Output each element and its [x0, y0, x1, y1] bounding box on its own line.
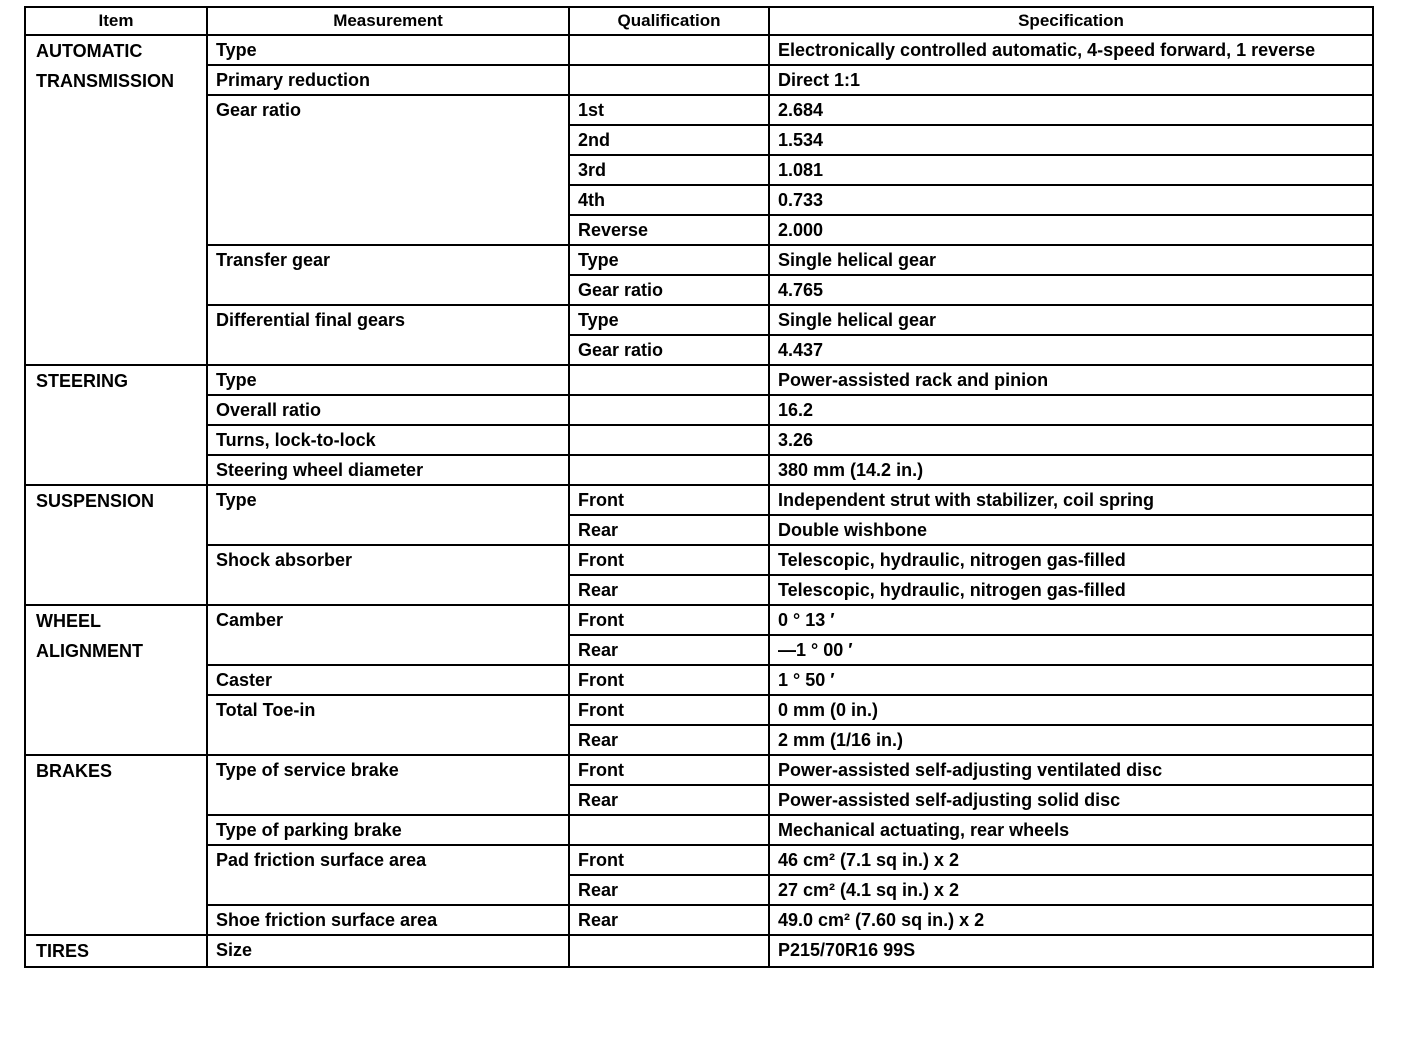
qualification-cell: [569, 815, 769, 845]
qualification-cell: Rear: [569, 635, 769, 665]
measurement-cell: Type: [207, 485, 569, 545]
specification-cell: 49.0 cm² (7.60 sq in.) x 2: [769, 905, 1373, 935]
qualification-cell: 1st: [569, 95, 769, 125]
specification-cell: 2.684: [769, 95, 1373, 125]
qualification-cell: Gear ratio: [569, 275, 769, 305]
measurement-cell: Type of parking brake: [207, 815, 569, 845]
specification-cell: 0 ° 13 ′: [769, 605, 1373, 635]
header-row: [25, 7, 1373, 35]
measurement-cell: Camber: [207, 605, 569, 665]
table-row: [25, 455, 1373, 485]
qualification-cell: Front: [569, 605, 769, 635]
specification-cell: 380 mm (14.2 in.): [769, 455, 1373, 485]
specification-cell: 16.2: [769, 395, 1373, 425]
qualification-cell: [569, 935, 769, 967]
measurement-cell: Primary reduction: [207, 65, 569, 95]
specification-cell: 2.000: [769, 215, 1373, 245]
specification-cell: 1.534: [769, 125, 1373, 155]
table-row: [25, 305, 1373, 335]
table-row: [25, 695, 1373, 725]
specification-cell: 1 ° 50 ′: [769, 665, 1373, 695]
qualification-cell: Rear: [569, 725, 769, 755]
item-label-line: ALIGNMENT: [36, 641, 143, 661]
measurement-cell: Steering wheel diameter: [207, 455, 569, 485]
table-row: [25, 95, 1373, 125]
measurement-cell: Pad friction surface area: [207, 845, 569, 905]
specification-cell: P215/70R16 99S: [769, 935, 1373, 967]
table-row: [25, 605, 1373, 635]
specification-cell: Telescopic, hydraulic, nitrogen gas-filled: [769, 575, 1373, 605]
specification-cell: 46 cm² (7.1 sq in.) x 2: [769, 845, 1373, 875]
measurement-cell: Turns, lock-to-lock: [207, 425, 569, 455]
measurement-cell: Type: [207, 35, 569, 65]
measurement-cell: Type of service brake: [207, 755, 569, 815]
qualification-cell: Rear: [569, 875, 769, 905]
spec-page: [24, 6, 1372, 968]
specification-cell: 2 mm (1/16 in.): [769, 725, 1373, 755]
table-row: [25, 905, 1373, 935]
specification-cell: —1 ° 00 ′: [769, 635, 1373, 665]
item-brakes: BRAKES: [25, 755, 207, 935]
qualification-cell: [569, 35, 769, 65]
measurement-cell: Differential final gears: [207, 305, 569, 365]
qualification-cell: Rear: [569, 905, 769, 935]
specification-cell: Power-assisted self-adjusting solid disc: [769, 785, 1373, 815]
measurement-cell: Size: [207, 935, 569, 967]
qualification-cell: Rear: [569, 575, 769, 605]
table-row: [25, 665, 1373, 695]
qualification-cell: Front: [569, 695, 769, 725]
specification-cell: 0.733: [769, 185, 1373, 215]
table-row: [25, 755, 1373, 785]
qualification-cell: Type: [569, 305, 769, 335]
qualification-cell: [569, 65, 769, 95]
item-label-line: WHEEL: [36, 611, 101, 631]
qualification-cell: Type: [569, 245, 769, 275]
table-row: [25, 845, 1373, 875]
specification-cell: Mechanical actuating, rear wheels: [769, 815, 1373, 845]
qualification-cell: 2nd: [569, 125, 769, 155]
header-measurement: Measurement: [207, 7, 569, 35]
measurement-cell: Gear ratio: [207, 95, 569, 245]
specification-cell: Direct 1:1: [769, 65, 1373, 95]
specification-cell: 3.26: [769, 425, 1373, 455]
header-qualification: Qualification: [569, 7, 769, 35]
qualification-cell: Front: [569, 845, 769, 875]
qualification-cell: Front: [569, 755, 769, 785]
qualification-cell: [569, 395, 769, 425]
qualification-cell: [569, 425, 769, 455]
specification-cell: Electronically controlled automatic, 4-speed forward, 1 reverse: [769, 35, 1373, 65]
specification-cell: 0 mm (0 in.): [769, 695, 1373, 725]
table-row: [25, 395, 1373, 425]
specification-cell: 4.765: [769, 275, 1373, 305]
measurement-cell: Overall ratio: [207, 395, 569, 425]
measurement-cell: Shock absorber: [207, 545, 569, 605]
table-row: [25, 245, 1373, 275]
item-wheel-alignment: [25, 605, 207, 755]
table-row: [25, 35, 1373, 65]
item-tires: TIRES: [25, 935, 207, 967]
specification-cell: Independent strut with stabilizer, coil spring: [769, 485, 1373, 515]
table-row: [25, 425, 1373, 455]
specification-cell: Double wishbone: [769, 515, 1373, 545]
specification-table: [24, 6, 1374, 968]
table-row: [25, 545, 1373, 575]
specification-cell: Single helical gear: [769, 305, 1373, 335]
measurement-cell: Shoe friction surface area: [207, 905, 569, 935]
qualification-cell: [569, 365, 769, 395]
table-row: [25, 935, 1373, 967]
qualification-cell: 3rd: [569, 155, 769, 185]
specification-cell: 4.437: [769, 335, 1373, 365]
table-row: [25, 485, 1373, 515]
item-label-line: TRANSMISSION: [36, 71, 175, 91]
specification-cell: Power-assisted self-adjusting ventilated disc: [769, 755, 1373, 785]
specification-cell: Power-assisted rack and pinion: [769, 365, 1373, 395]
qualification-cell: [569, 455, 769, 485]
specification-cell: Single helical gear: [769, 245, 1373, 275]
qualification-cell: Gear ratio: [569, 335, 769, 365]
item-suspension: SUSPENSION: [25, 485, 207, 605]
qualification-cell: Front: [569, 545, 769, 575]
header-specification: Specification: [769, 7, 1373, 35]
item-automatic-transmission: [25, 35, 207, 365]
measurement-cell: Total Toe-in: [207, 695, 569, 755]
item-label-line: AUTOMATIC: [36, 41, 143, 61]
table-row: [25, 65, 1373, 95]
specification-cell: 27 cm² (4.1 sq in.) x 2: [769, 875, 1373, 905]
item-steering: STEERING: [25, 365, 207, 485]
qualification-cell: Rear: [569, 785, 769, 815]
specification-cell: 1.081: [769, 155, 1373, 185]
qualification-cell: Rear: [569, 515, 769, 545]
qualification-cell: 4th: [569, 185, 769, 215]
qualification-cell: Front: [569, 485, 769, 515]
measurement-cell: Caster: [207, 665, 569, 695]
table-row: [25, 365, 1373, 395]
table-row: [25, 815, 1373, 845]
qualification-cell: Reverse: [569, 215, 769, 245]
measurement-cell: Transfer gear: [207, 245, 569, 305]
measurement-cell: Type: [207, 365, 569, 395]
qualification-cell: Front: [569, 665, 769, 695]
specification-cell: Telescopic, hydraulic, nitrogen gas-filled: [769, 545, 1373, 575]
header-item: Item: [25, 7, 207, 35]
